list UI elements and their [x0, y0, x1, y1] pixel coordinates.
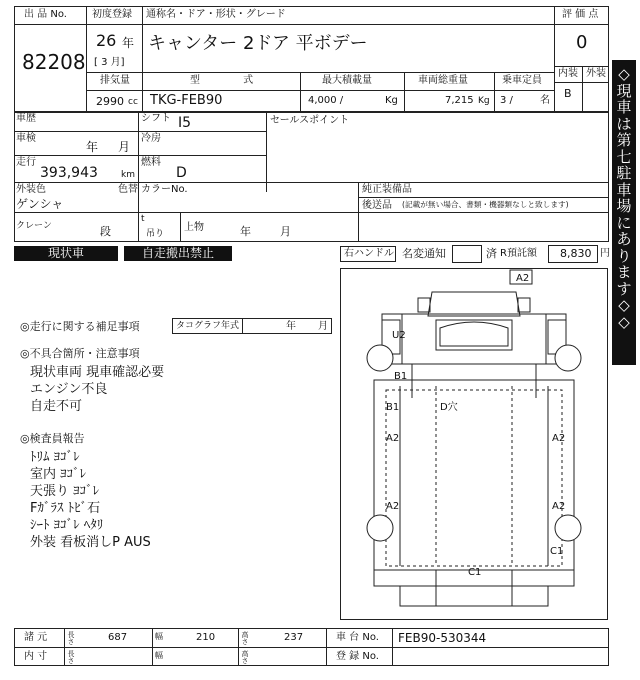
- interior-label: 内装: [558, 68, 578, 79]
- current-state-badge: 現状車: [14, 246, 118, 261]
- model-label: 型 式: [190, 75, 274, 86]
- displacement-value: 2990: [96, 95, 124, 108]
- gross-weight-label: 車両総重量: [418, 75, 468, 86]
- aftermarket-note: (記載が無い場合、書類・機器類なしと致します): [402, 201, 569, 210]
- gross-weight-value: 7,215: [445, 95, 474, 106]
- tachograph-label: タコグラフ年式: [176, 321, 240, 331]
- max-load-label: 最大積載量: [322, 75, 372, 86]
- length-label: 長さ: [67, 631, 75, 645]
- shift-value: I5: [178, 115, 192, 131]
- mileage-label: 走行: [16, 157, 36, 168]
- height-label: 高さ: [241, 631, 249, 645]
- defect-item: 現状車両 現車確認必要: [30, 365, 165, 380]
- side-notice-char: に: [616, 213, 632, 232]
- exterior-label: 外装: [586, 68, 606, 79]
- reg-month: [ 3 月]: [94, 57, 125, 68]
- lot-label: 出 品 No.: [24, 9, 67, 20]
- color-change-label: 色替: [118, 184, 138, 195]
- defect-item: エンジン不良: [30, 382, 108, 397]
- side-notice-char: 七: [616, 147, 632, 166]
- length-value: 687: [108, 632, 128, 643]
- side-notice-char: は: [616, 114, 632, 133]
- sales-point-label: セールスポイント: [270, 115, 350, 126]
- mark-u2: U2: [392, 330, 406, 341]
- side-notice-char: 駐: [616, 164, 632, 182]
- inspector-report-list: [30, 449, 151, 551]
- inner-dims-label: 内 寸: [24, 651, 48, 662]
- inspector-report-item: Fｶﾞﾗｽ ﾄﾋﾞ石: [30, 501, 101, 516]
- mileage-unit: km: [121, 170, 135, 180]
- name-change-box: [452, 245, 482, 263]
- inspector-report-title: ◎検査員報告: [20, 432, 85, 445]
- defects-list: [30, 364, 164, 415]
- score-label: 評 価 点: [562, 9, 599, 20]
- reg-year-unit: 年: [122, 36, 135, 50]
- side-notice-char: ◇: [618, 312, 630, 331]
- car-name-label: 通称名・ドア・形状・グレード: [146, 9, 286, 20]
- crane-hook: 吊り: [146, 229, 165, 239]
- color-code-label: カラーNo.: [141, 184, 188, 195]
- driving-notes-title: ◎走行に関する補足事項: [20, 320, 140, 333]
- inspector-report-item: ﾄﾘﾑ ﾖｺﾞﾚ: [30, 450, 80, 465]
- inner-height-label: 高さ: [241, 650, 249, 664]
- lot-number: 82208: [22, 50, 86, 74]
- recycle-fee-unit: 円: [600, 248, 610, 259]
- inner-width-label: 幅: [155, 651, 163, 660]
- width-value: 210: [196, 632, 216, 643]
- defects-title: ◎不具合箇所・注意事項: [20, 347, 140, 360]
- interior-grade: B: [564, 87, 572, 100]
- chassis-label: 車 台 No.: [336, 632, 379, 643]
- fuel-value: D: [176, 165, 187, 181]
- capacity-unit: 名: [540, 95, 550, 106]
- mark-c1-bottom: C1: [468, 567, 482, 578]
- fuel-label: 燃料: [141, 157, 161, 168]
- inspector-report-item: 室内 ﾖｺﾞﾚ: [30, 467, 87, 482]
- mark-top-a2: A2: [516, 273, 530, 284]
- self-transport-prohibited-badge: 自走搬出禁止: [124, 246, 232, 261]
- side-notice-char: 第: [616, 131, 632, 149]
- side-notice-char: り: [616, 246, 632, 265]
- mark-a2-right-2: A2: [552, 501, 566, 512]
- displacement-label: 排気量: [100, 75, 130, 86]
- upper-month: 月: [280, 225, 291, 238]
- side-notice-char: あ: [616, 230, 632, 248]
- side-notice-char: 車: [616, 180, 632, 199]
- side-notice-char: ◇: [618, 296, 630, 314]
- name-change-label: 名変通知: [402, 247, 446, 260]
- side-notice-char: 現: [616, 81, 632, 100]
- upper-label: 上物: [184, 222, 204, 233]
- model-value: TKG-FEB90: [150, 93, 223, 108]
- recycle-done-label: 済: [486, 247, 497, 260]
- max-load-unit: Kg: [385, 95, 398, 106]
- crane-step: 段: [100, 225, 111, 238]
- inspector-report-item: ｼｰﾄ ﾖｺﾞﾚ ﾍﾀﾘ: [30, 518, 104, 533]
- mark-d-hole: D穴: [440, 402, 458, 413]
- inner-length-label: 長さ: [67, 650, 75, 664]
- mark-a2-left-2: A2: [386, 501, 400, 512]
- tachograph-year: 年: [286, 321, 296, 332]
- color-label: 外装色: [16, 184, 46, 195]
- handle-value: 右ハンドル: [344, 248, 394, 259]
- car-name: キャンター 2ドア 平ボデー: [148, 33, 368, 54]
- defect-item: 自走不可: [30, 399, 83, 414]
- inspection-label: 車検: [16, 133, 36, 144]
- inspection-year: 年: [86, 140, 99, 154]
- registration-label: 登 録 No.: [336, 651, 379, 662]
- side-notice-char: 車: [616, 98, 632, 116]
- dims-label: 諸 元: [24, 632, 48, 643]
- first-reg-label: 初度登録: [92, 9, 132, 20]
- crane-label: クレーン: [16, 221, 52, 231]
- color-value: ゲンシャ: [16, 197, 64, 211]
- mileage-value: 393,943: [40, 165, 98, 181]
- height-value: 237: [284, 632, 304, 643]
- shift-label: シフト: [141, 113, 171, 124]
- capacity-value: 3 /: [500, 95, 513, 106]
- mark-b1-lower: B1: [386, 402, 400, 413]
- history-label: 車歴: [16, 113, 36, 124]
- reg-year: 26: [96, 31, 117, 50]
- mark-a2-right-1: A2: [552, 433, 566, 444]
- gross-weight-unit: Kg: [478, 96, 490, 106]
- side-notice-banner: [612, 60, 636, 365]
- crane-ton: t: [141, 214, 145, 224]
- tachograph-month: 月: [318, 321, 328, 332]
- score-value: 0: [576, 32, 588, 53]
- recycle-fee-value: 8,830: [560, 247, 592, 260]
- side-notice-char: ま: [616, 263, 632, 281]
- side-notice-char: す: [616, 279, 632, 298]
- displacement-unit: cc: [128, 97, 138, 107]
- inspector-report-item: 外装 看板消しP AUS: [30, 535, 151, 550]
- aircon-label: 冷房: [141, 133, 161, 144]
- max-load-value: 4,000 /: [308, 95, 344, 106]
- upper-year: 年: [240, 225, 251, 238]
- side-notice-char: 場: [616, 197, 632, 215]
- mark-c1-right: C1: [550, 546, 564, 557]
- chassis-value: FEB90-530344: [398, 631, 487, 645]
- inspection-month: 月: [118, 140, 131, 154]
- mark-a2-left-1: A2: [386, 433, 400, 444]
- side-notice-char: ◇: [618, 65, 630, 83]
- capacity-label: 乗車定員: [502, 75, 542, 86]
- width-label: 幅: [155, 632, 163, 641]
- genuine-equipment-label: 純正装備品: [362, 184, 412, 195]
- mark-b1-upper: B1: [394, 371, 408, 382]
- aftermarket-label: 後送品: [362, 200, 392, 211]
- recycle-fee-label: R預託額: [500, 248, 537, 259]
- inspector-report-item: 天張り ﾖｺﾞﾚ: [30, 484, 100, 499]
